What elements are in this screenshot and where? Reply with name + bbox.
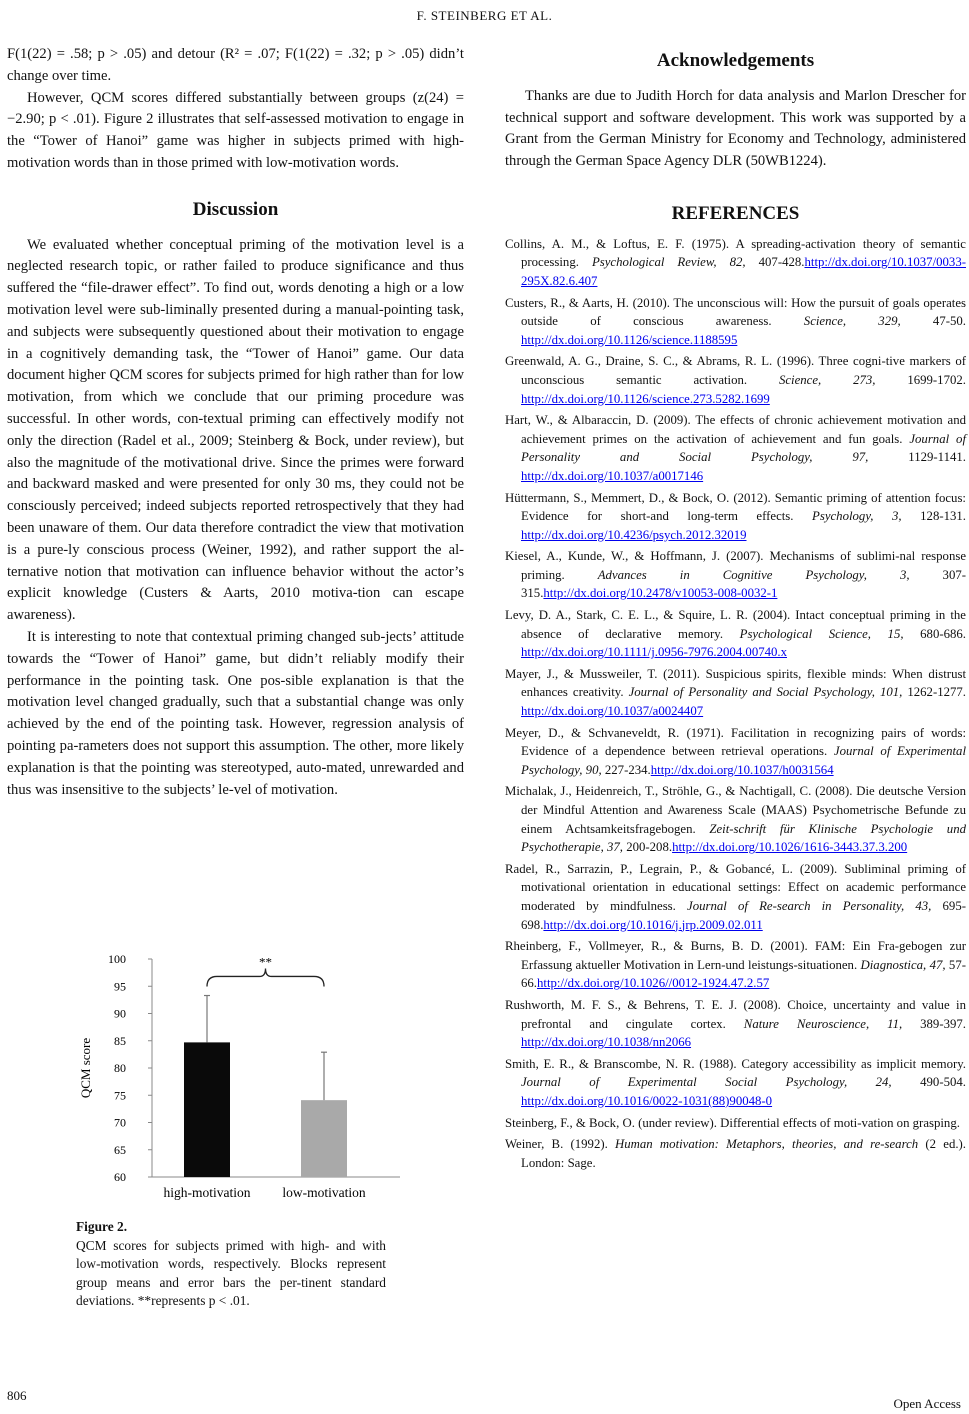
reference-item <box>505 489 966 545</box>
acknowledgements-text: Thanks are due to Judith Horch for data analysis and Marlon Drescher for technical support and software development. This work was supported by a Grant from the German Ministry for Economy and Technology, administered through the German Space Agency DLR (50WB1224). <box>505 87 966 170</box>
reference-pages: 1699-1702. <box>875 372 966 387</box>
reference-pages: 200-208. <box>623 840 673 855</box>
reference-doi-link[interactable]: http://dx.doi.org/10.1016/j.jrp.2009.02.011 <box>543 917 763 932</box>
acknowledgements-heading: Acknowledgements <box>656 50 815 71</box>
reference-journal: Zeit-schrift für Klinische Psychologie und Psychotherapie, 37, <box>521 821 966 855</box>
reference-authors-title: Radel, R., Sarrazin, P., Legrain, P., & Gobancé, L. (2009). Subliminal priming of motivational orientation in educational settings: Effect on academic performance moderated by mindfulness. <box>505 861 966 913</box>
reference-authors-title: Rushworth, M. F. S., & Behrens, T. E. J. (2008). Choice, uncertainty and value in prefrontal and cingulate cortex. <box>505 997 966 1031</box>
reference-journal: Journal of Experimental Social Psychology, 24, <box>521 1075 892 1090</box>
reference-journal: Science, 273, <box>778 372 876 387</box>
reference-item <box>505 235 966 291</box>
reference-doi-link[interactable]: http://dx.doi.org/10.1037/a0017146 <box>521 468 704 483</box>
reference-authors-title: Collins, A. M., & Loftus, E. F. (1975). A spreading-activation theory of semantic processing. <box>505 236 966 270</box>
reference-pages: 307-315. <box>521 567 967 601</box>
reference-item <box>505 1114 966 1133</box>
reference-journal: Journal of Personality and Social Psychology, 97, <box>521 431 966 465</box>
reference-item <box>505 665 966 721</box>
reference-authors-title: Hüttermann, S., Memmert, D., & Bock, O. (2012). Semantic priming of attention focus: Evidence for short-and long-term effects. <box>505 490 966 524</box>
open-access-label: Open Access <box>893 1396 961 1411</box>
reference-authors-title: Custers, R., & Aarts, H. (2010). The unconscious will: How the pursuit of goals operates outside of conscious awareness. <box>505 295 966 329</box>
bar-low-motivation <box>301 1100 347 1177</box>
y-tick-label: 65 <box>114 1142 126 1157</box>
reference-item <box>505 606 966 662</box>
results-paragraph-1: F(1(22) = .58; p > .05) and detour (R² = .07; F(1(22) = .32; p > .05) didn’t change over time. <box>7 46 464 84</box>
references-list <box>505 235 966 1173</box>
reference-item <box>505 937 966 993</box>
reference-pages: 695-698. <box>521 898 966 932</box>
x-category-label: high-motivation <box>163 1185 251 1200</box>
reference-pages: (2 ed.). London: Sage. <box>521 1137 967 1170</box>
reference-doi-link[interactable]: http://dx.doi.org/10.1038/nn2066 <box>521 1035 692 1050</box>
figure-2 <box>70 950 410 1309</box>
reference-authors-title: Kiesel, A., Kunde, W., & Hoffmann, J. (2007). Mechanisms of sublimi-nal response priming. <box>505 549 966 582</box>
x-category-label: low-motivation <box>282 1185 366 1200</box>
reference-doi-link[interactable]: http://dx.doi.org/10.1026/1616-3443.37.3.200 <box>672 840 908 855</box>
reference-item <box>505 1055 966 1111</box>
significance-bracket <box>207 968 324 986</box>
reference-journal: Diagnostica, 47, <box>860 957 946 972</box>
discussion-heading: Discussion <box>192 198 279 220</box>
reference-item <box>505 782 966 856</box>
figure-caption-text: QCM scores for subjects primed with high- and with low-motivation words, respectively. Blocks represent group means and error bars the per-tinent standard deviations. **represents p < .01. <box>76 1237 386 1309</box>
y-tick-label: 70 <box>114 1115 126 1130</box>
reference-item <box>505 1135 966 1172</box>
page-number: 806 <box>7 1388 27 1403</box>
reference-doi-link[interactable]: http://dx.doi.org/10.1037/0033-295X.82.6.407 <box>521 255 966 288</box>
reference-doi-link[interactable]: http://dx.doi.org/10.1037/h0031564 <box>650 762 834 777</box>
reference-pages: 128-131. <box>901 509 966 524</box>
qcm-bar-chart <box>70 950 410 1218</box>
reference-pages: 680-686. <box>903 626 966 641</box>
y-tick-label: 80 <box>114 1061 126 1075</box>
reference-item <box>505 996 966 1052</box>
results-paragraph-2: However, QCM scores differed substantially between groups (z(24) = −2.90; p < .01). Figure 2 illustrates that self-assessed motivation to engage in the “Tower of Hanoi” game was higher in subjects primed with high-motivation words than in those primed with low-motivation words. <box>7 89 464 171</box>
y-axis-label: QCM score <box>78 1037 93 1099</box>
reference-journal: Human motivation: Metaphors, theories, and re-search <box>615 1137 919 1152</box>
figure-caption-label: Figure 2. <box>76 1219 128 1234</box>
reference-journal: Psychological Science, 15, <box>739 626 904 641</box>
reference-authors-title: Greenwald, A. G., Draine, S. C., & Abrams, R. L. (1996). Three cogni-tive markers of unconscious semantic activation. <box>505 354 966 387</box>
reference-pages: 47-50. <box>900 314 966 329</box>
reference-pages: 407-428. <box>745 255 805 270</box>
significance-label: ** <box>259 954 272 970</box>
reference-journal: Science, 329, <box>803 314 901 329</box>
left-column <box>7 44 464 801</box>
references-heading: REFERENCES <box>671 202 800 224</box>
reference-pages: 1129-1141. <box>868 450 967 465</box>
reference-authors-title: Weiner, B. (1992). <box>505 1137 616 1152</box>
reference-pages: 1262-1277. <box>902 685 967 700</box>
reference-item <box>505 352 966 408</box>
reference-journal: Psychological Review, 82, <box>591 255 746 270</box>
reference-doi-link[interactable]: http://dx.doi.org/10.1126/science.273.5282.1699 <box>521 391 770 406</box>
y-tick-label: 95 <box>114 979 126 994</box>
reference-authors-title: Michalak, J., Heidenreich, T., Ströhle, G., & Nachtigall, C. (2008). Die deutsche Version der Mindful Attention and Awareness Scale (MAAS) Psychometrische Befunde zu einem Achtsamkeitsfragebogen. <box>505 784 966 836</box>
reference-journal: Advances in Cognitive Psychology, 3, <box>597 567 910 582</box>
reference-doi-link[interactable]: http://dx.doi.org/10.1126/science.1188595 <box>521 332 738 347</box>
reference-item <box>505 724 966 780</box>
reference-pages: 57-66. <box>521 957 966 991</box>
reference-journal: Psychology, 3, <box>812 509 902 524</box>
reference-doi-link[interactable]: http://dx.doi.org/10.4236/psych.2012.32019 <box>521 527 747 542</box>
reference-doi-link[interactable]: http://dx.doi.org/10.1111/j.0956-7976.2004.00740.x <box>521 645 788 660</box>
y-tick-label: 90 <box>114 1006 126 1021</box>
discussion-paragraph-2: It is interesting to note that contextual priming changed sub-jects’ attitude towards the “Tower of Hanoi” game, but didn’t reliably modify their performance in the pointing task. One pos-sible explanation is that the motivation level changed gradually, such that a substantial change was only achieved by the end of the pointing task. However, regression analysis of pointing pa-rameters does not support this assumption. The other, more likely explanation is that the pointing was stereotyped, auto-mated, unrewarded and thus was insensitive to the subjects’ le-vel of motivation. <box>7 628 464 798</box>
reference-doi-link[interactable]: http://dx.doi.org/10.1037/a0024407 <box>521 704 704 719</box>
y-tick-label: 60 <box>114 1170 126 1184</box>
reference-pages: 389-397. <box>902 1016 966 1031</box>
reference-authors-title: Smith, E. R., & Branscombe, N. R. (1988). Category accessibility as implicit memory. <box>505 1056 966 1071</box>
reference-doi-link[interactable]: http://dx.doi.org/10.2478/v10053-008-0032-1 <box>543 586 778 601</box>
reference-doi-link[interactable]: http://dx.doi.org/10.1026//0012-1924.47.2.57 <box>537 976 770 991</box>
y-tick-label: 85 <box>114 1033 126 1048</box>
right-column <box>505 44 966 1175</box>
y-tick-label: 100 <box>108 952 126 966</box>
reference-authors-title: Mayer, J., & Mussweiler, T. (2011). Suspicious spirits, flexible minds: When distrust enhances creativity. <box>505 666 966 700</box>
reference-authors-title: Rheinberg, F., Vollmeyer, R., & Burns, B. D. (2001). FAM: Ein Fra-gebogen zur Erfassung aktueller Motivation in Lern-und leistungs-situationen. <box>505 939 966 972</box>
running-head: F. STEINBERG ET AL. <box>416 8 553 23</box>
reference-doi-link[interactable]: http://dx.doi.org/10.1016/0022-1031(88)90048-0 <box>521 1093 773 1108</box>
reference-journal: Journal of Personality and Social Psychology, 101, <box>628 685 903 700</box>
reference-authors-title: Steinberg, F., & Bock, O. (under review). Differential effects of moti-vation on grasping. <box>505 1115 960 1130</box>
discussion-paragraph-1: We evaluated whether conceptual priming of the motivation level is a neglected research topic, or rather failed to produce significance and thus suffered the “file-drawer effect”. To find out, words denoting a high or a low motivation level were sub-liminally presented during a manual-pointing task, and subjects were subsequently questioned about their motivation to engage in a cognitively demanding task, the “Tower of Hanoi” game. Our data document higher QCM scores for subjects primed for high rather than for low motivation, from which we conclude that our priming procedure was successful. In other words, con-textual priming can effectively modify not only the direction (Radel et al., 2009; Steinberg & Bock, under review), but also the magnitude of the motivational drive. Since the primes were forward and backward masked and were presented for only 30 ms, they could not be consciously perceived; indeed subjects reported retrospectively that they had been unaware of them. Our data therefore contradict the view that motivation is a pure-ly conscious process (Weiner, 1992), and rather support the al-ternative notion that motivation can influence behavior without the actor’s explicit knowledge (Custers & Aarts, 2010 motiva-tion can escape awareness). <box>7 236 464 624</box>
reference-authors-title: Levy, D. A., Stark, C. E. L., & Squire, L. R. (2004). Intact conceptual priming in the absence of declarative memory. <box>505 608 966 641</box>
reference-journal: Journal of Experimental Psychology, 90, <box>521 744 966 777</box>
y-tick-label: 75 <box>114 1088 126 1103</box>
reference-journal: Journal of Re-search in Personality, 43, <box>687 898 932 913</box>
reference-authors-title: Hart, W., & Albaraccin, D. (2009). The effects of chronic achievement motivation and achievement primes on the activation of achievement and fun goals. <box>505 413 966 446</box>
figure-caption <box>76 1218 386 1311</box>
bar-high-motivation <box>184 1042 230 1177</box>
reference-pages: 227-234. <box>601 762 651 777</box>
reference-pages: 490-504. <box>891 1075 966 1090</box>
reference-item <box>505 547 966 603</box>
reference-item <box>505 294 966 350</box>
reference-item <box>505 411 966 485</box>
reference-journal: Nature Neuroscience, 11, <box>743 1016 903 1031</box>
reference-item <box>505 860 966 934</box>
reference-authors-title: Meyer, D., & Schvaneveldt, R. (1971). Facilitation in recognizing pairs of words: Evidence of a dependence between retrieval operations. <box>505 725 966 759</box>
